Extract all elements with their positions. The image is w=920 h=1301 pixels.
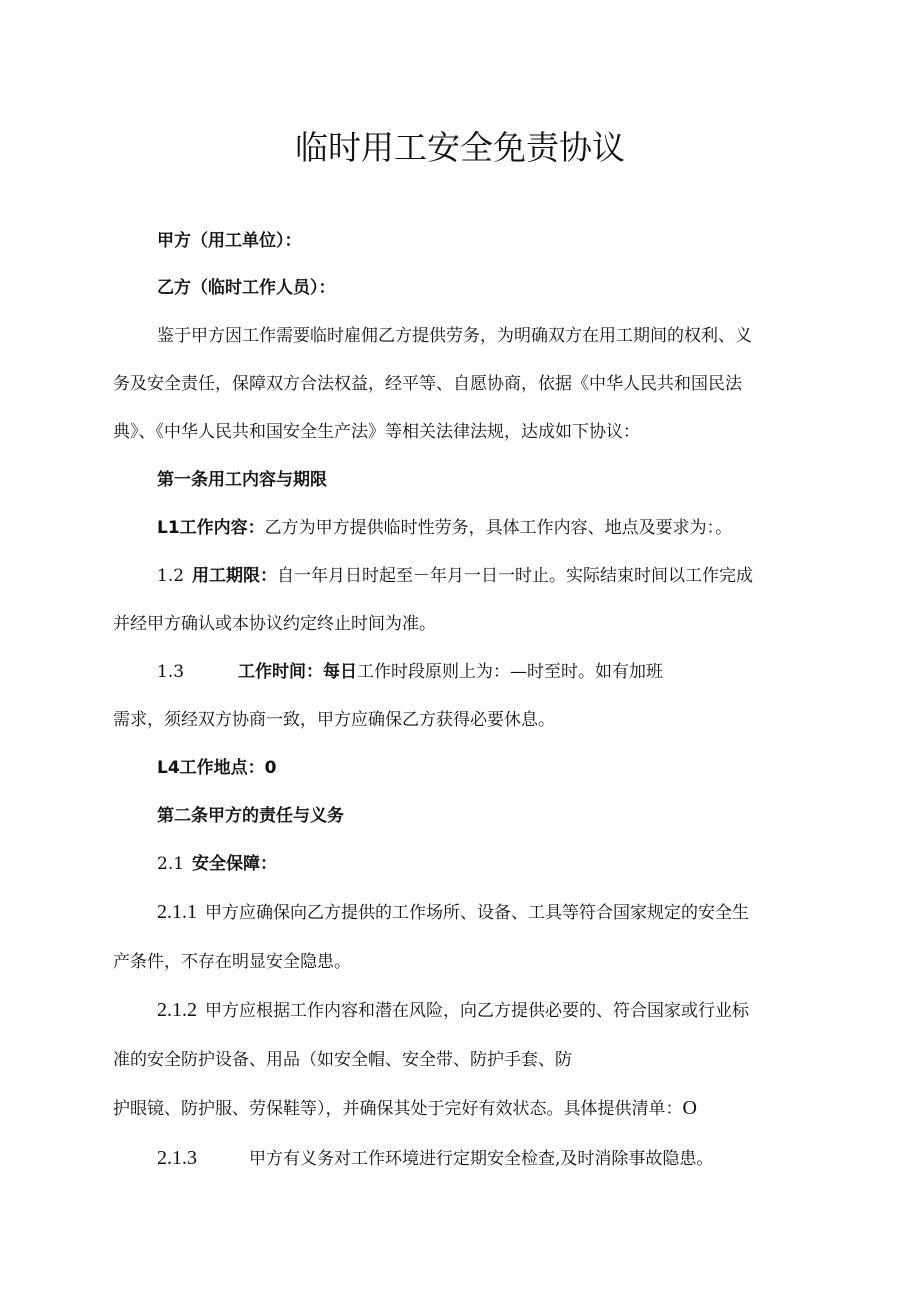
clause-2-1-3-text: 甲方有义务对工作环境进行定期安全检查,及时消除事故隐患。 [249,1149,714,1169]
clause-2-1-2-end-mark: O [682,1097,697,1119]
page-title: 临时用工安全免责协议 [295,128,625,167]
clause-2-1-2-continuation-2-text: 护眼镜、防护服、劳保鞋等），并确保其处于完好有效状态。具体提供清单： [113,1099,683,1119]
clause-2-1-2 [157,998,749,1023]
clause-2-1-1-continuation: 产条件，不存在明显安全隐患。 [113,952,351,972]
party-a-label: 甲方（用工单位）： [157,231,302,251]
clause-2-1-2-number: 2.1.2 [157,999,197,1021]
clause-1-3-continuation: 需求，须经双方协商一致，甲方应确保乙方获得必要休息。 [113,710,555,730]
preamble-line-3: 典》、《中华人民共和国安全生产法》等相关法律法规，达成如下协议： [113,422,640,442]
party-b-label: 乙方（临时工作人员）： [157,278,336,298]
clause-2-1-label: 安全保障： [192,854,278,874]
clause-1-1 [157,516,732,540]
clause-2-1-2-continuation-2 [113,1096,697,1121]
clause-1-2-label: 用工期限： [192,566,278,586]
clause-2-1 [157,852,277,876]
clause-2-1-2-text: 甲方应根据工作内容和潜在风险，向乙方提供必要的、符合国家或行业标 [205,1001,749,1021]
preamble-line-1: 鉴于甲方因工作需要临时雇佣乙方提供劳务，为明确双方在用工期间的权利、义 [157,326,752,346]
clause-1-3-number: 1.3 [157,662,185,682]
clause-2-1-3-number: 2.1.3 [157,1147,197,1169]
clause-1-2-text: 自一年月日时起至－年月一日一时止。实际结束时间以工作完成 [277,566,754,586]
clause-1-3-text: 工作时段原则上为：—时至时。如有加班 [357,662,664,682]
clause-2-1-1-text: 甲方应确保向乙方提供的工作场所、设备、工具等符合国家规定的安全生 [205,903,749,923]
clause-1-4: L4工作地点：0 [157,758,277,778]
clause-1-2-number: 1.2 [157,566,185,586]
clause-1-2-continuation: 并经甲方确认或本协议约定终止时间为准。 [113,614,436,634]
clause-1-2 [157,564,753,588]
clause-2-1-1-number: 2.1.1 [157,901,197,923]
clause-1-3-label: 工作时间：每日 [238,662,358,682]
clause-1-1-text: 乙方为甲方提供临时性劳务，具体工作内容、地点及要求为：。 [264,518,733,538]
clause-2-1-number: 2.1 [157,854,185,874]
clause-2-1-1 [157,900,749,925]
clause-1-3 [157,660,663,684]
preamble-line-2: 务及安全责任，保障双方合法权益，经平等、自愿协商，依据《中华人民共和国民法 [113,374,742,394]
clause-1-1-label: L1工作内容： [157,518,265,538]
article-1-heading: 第一条用工内容与期限 [157,470,327,490]
clause-2-1-3 [157,1146,713,1171]
article-2-heading: 第二条甲方的责任与义务 [157,806,344,826]
clause-2-1-2-continuation-1: 准的安全防护设备、用品（如安全帽、安全带、防护手套、防 [113,1050,572,1070]
